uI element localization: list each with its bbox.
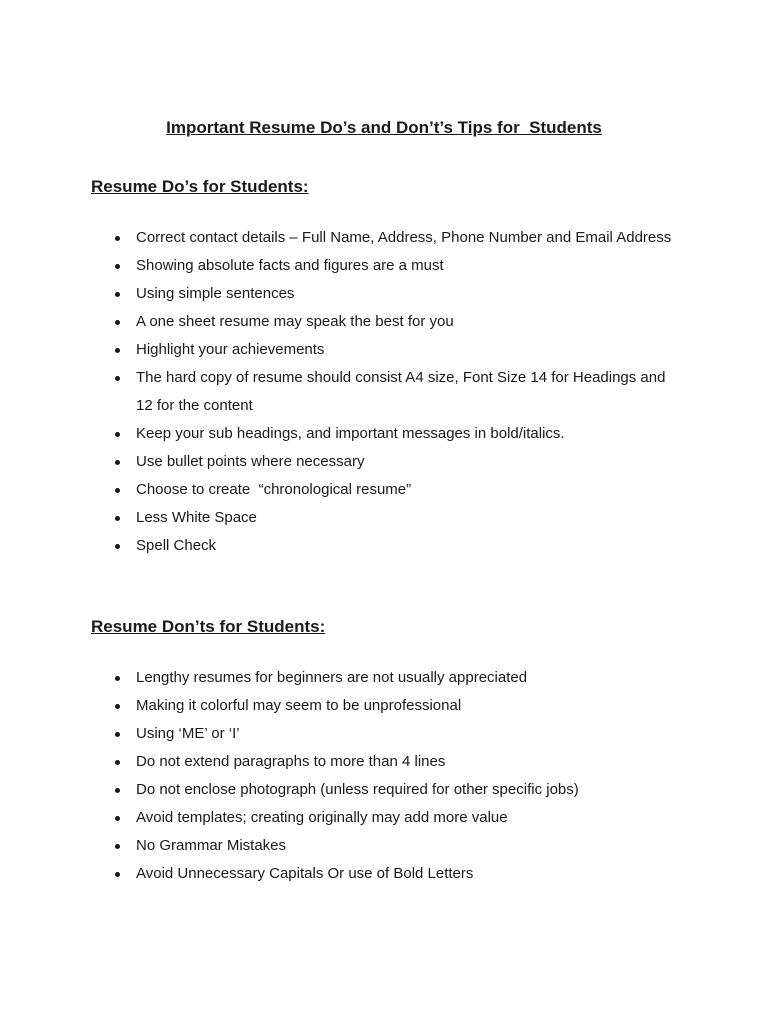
- bullet-icon: [115, 844, 120, 849]
- list-item: [0, 720, 768, 748]
- list-item-text: Correct contact details – Full Name, Address, Phone Number and Email Address: [136, 229, 672, 246]
- list-item-text: Lengthy resumes for beginners are not usually appreciated: [136, 669, 528, 686]
- bullet-icon: [115, 516, 120, 521]
- list-item: [0, 664, 768, 692]
- bullet-icon: [115, 704, 120, 709]
- list-item: [0, 860, 768, 888]
- dos-list: [0, 224, 768, 560]
- list-item-text: Do not extend paragraphs to more than 4 lines: [136, 753, 446, 770]
- list-item-text: The hard copy of resume should consist A4 size, Font Size 14 for Headings and 12 for the content: [136, 369, 670, 414]
- donts-heading: Resume Don’ts for Students:: [91, 617, 326, 636]
- list-item-text: Showing absolute facts and figures are a must: [136, 257, 444, 274]
- list-item-text: Do not enclose photograph (unless required for other specific jobs): [136, 781, 579, 798]
- list-item: [0, 476, 768, 504]
- list-item-text: Making it colorful may seem to be unprofessional: [136, 697, 462, 714]
- bullet-icon: [115, 544, 120, 549]
- list-item-text: Less White Space: [136, 509, 257, 526]
- list-item-text: Avoid Unnecessary Capitals Or use of Bold Letters: [136, 865, 474, 882]
- list-item-text: Using simple sentences: [136, 285, 295, 302]
- list-item-text: Choose to create “chronological resume”: [136, 481, 412, 498]
- list-item: [0, 224, 768, 252]
- bullet-icon: [115, 788, 120, 793]
- bullet-icon: [115, 760, 120, 765]
- bullet-icon: [115, 816, 120, 821]
- list-item: [0, 308, 768, 336]
- list-item: [0, 776, 768, 804]
- list-item: [0, 804, 768, 832]
- list-item-text: Avoid templates; creating originally may add more value: [136, 809, 508, 826]
- list-item: [0, 420, 768, 448]
- bullet-icon: [115, 432, 120, 437]
- list-item: [0, 364, 768, 420]
- list-item-text: Using ‘ME’ or ‘I’: [136, 725, 240, 742]
- list-item-text: Highlight your achievements: [136, 341, 325, 358]
- list-item: [0, 748, 768, 776]
- donts-list: [0, 664, 768, 888]
- list-item-text: Spell Check: [136, 537, 217, 554]
- bullet-icon: [115, 488, 120, 493]
- bullet-icon: [115, 320, 120, 325]
- bullet-icon: [115, 732, 120, 737]
- bullet-icon: [115, 264, 120, 269]
- list-item-text: No Grammar Mistakes: [136, 837, 287, 854]
- dos-heading: Resume Do’s for Students:: [91, 177, 309, 196]
- list-item-text: A one sheet resume may speak the best for you: [136, 313, 454, 330]
- bullet-icon: [115, 348, 120, 353]
- list-item-text: Use bullet points where necessary: [136, 453, 365, 470]
- bullet-icon: [115, 292, 120, 297]
- list-item: [0, 448, 768, 476]
- bullet-icon: [115, 236, 120, 241]
- bullet-icon: [115, 376, 120, 381]
- list-item: [0, 280, 768, 308]
- list-item: [0, 532, 768, 560]
- bullet-icon: [115, 460, 120, 465]
- bullet-icon: [115, 872, 120, 877]
- list-item: [0, 832, 768, 860]
- list-item: [0, 504, 768, 532]
- list-item: [0, 252, 768, 280]
- list-item-text: Keep your sub headings, and important messages in bold/italics.: [136, 425, 565, 442]
- list-item: [0, 336, 768, 364]
- document-title: Important Resume Do’s and Don’t’s Tips for Students: [166, 118, 602, 137]
- bullet-icon: [115, 676, 120, 681]
- list-item: [0, 692, 768, 720]
